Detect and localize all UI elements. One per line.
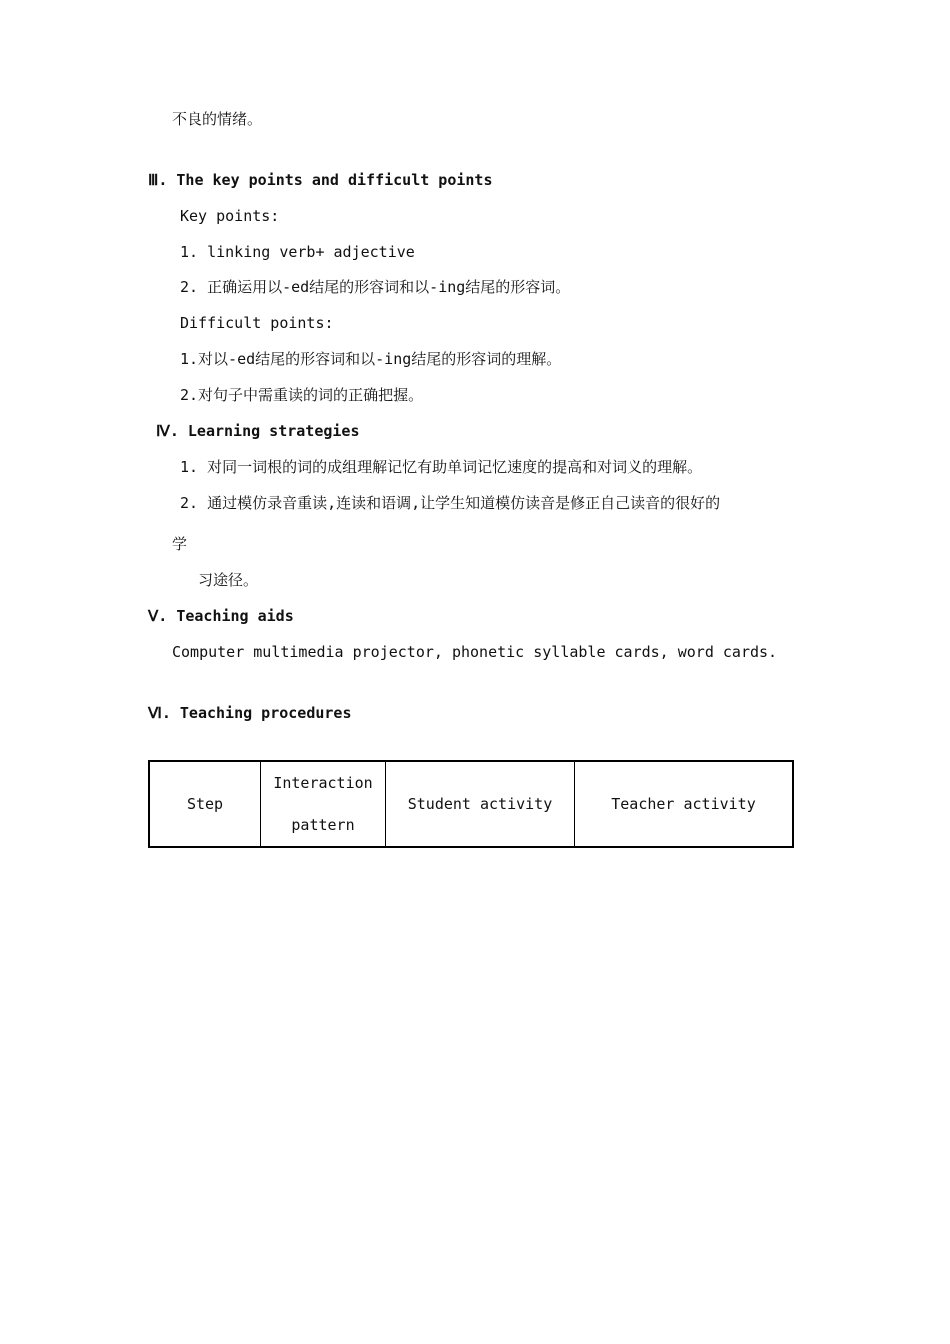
header-step: Step (149, 761, 261, 847)
header-interaction-line-1: Interaction (273, 774, 373, 792)
key-points-label: Key points: (180, 207, 280, 225)
intro-tail-text: 不良的情绪。 (172, 110, 263, 128)
key-point-2: 2. 正确运用以-ed结尾的形容词和以-ing结尾的形容词。 (180, 278, 571, 296)
difficult-points-label: Difficult points: (180, 314, 334, 332)
key-point-1: 1. linking verb+ adjective (180, 243, 415, 261)
difficult-point-2: 2.对句子中需重读的词的正确把握。 (180, 386, 424, 404)
section-3-heading: Ⅲ. The key points and difficult points (148, 171, 493, 189)
strategy-1: 1. 对同一词根的词的成组理解记忆有助单词记忆速度的提高和对词义的理解。 (180, 458, 703, 476)
strategy-2-line-2: 学 (172, 535, 188, 553)
section-5-heading: Ⅴ. Teaching aids (148, 607, 294, 625)
section-6-heading: Ⅵ. Teaching procedures (148, 704, 352, 722)
header-teacher-activity: Teacher activity (575, 761, 794, 847)
teaching-procedures-table (148, 760, 794, 848)
difficult-point-1: 1.对以-ed结尾的形容词和以-ing结尾的形容词的理解。 (180, 350, 562, 368)
header-student-activity: Student activity (386, 761, 575, 847)
teaching-aids-text: Computer multimedia projector, phonetic syllable cards, word cards. (172, 643, 778, 661)
header-interaction-pattern (261, 761, 386, 847)
section-4-heading: Ⅳ. Learning strategies (156, 422, 360, 440)
header-interaction-line-2: pattern (291, 816, 355, 834)
table-header-row (149, 761, 793, 847)
strategy-2-line-1: 2. 通过模仿录音重读,连读和语调,让学生知道模仿读音是修正自己读音的很好的 (180, 494, 721, 512)
strategy-2-line-3: 习途径。 (198, 571, 259, 589)
